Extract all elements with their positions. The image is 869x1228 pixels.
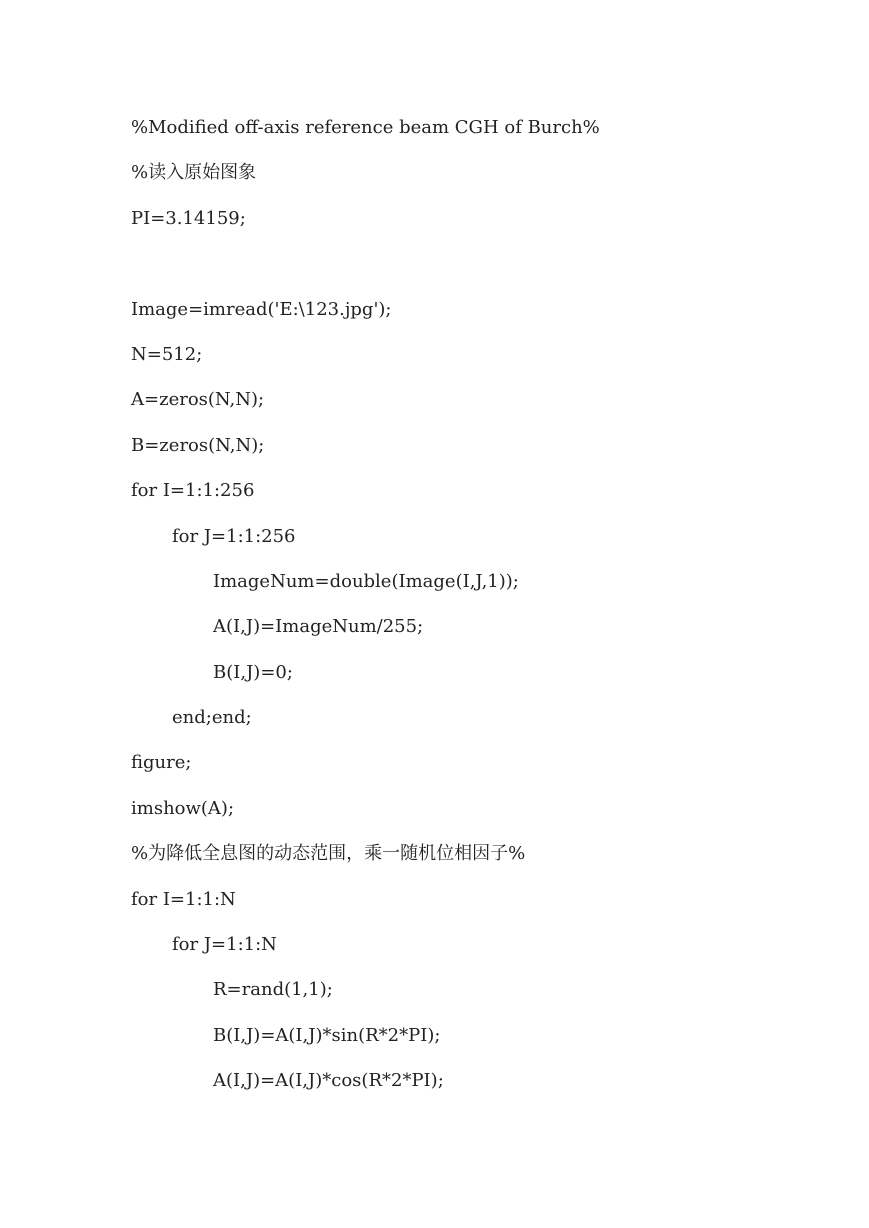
code-line: N=512; — [131, 343, 203, 365]
code-line: A(I,J)=ImageNum/255; — [213, 616, 424, 638]
code-line — [131, 248, 831, 293]
code-line: A=zeros(N,N); — [131, 389, 265, 411]
code-line: B(I,J)=0; — [213, 661, 293, 683]
code-line: for J=1:1:256 — [172, 525, 296, 547]
code-line: PI=3.14159; — [131, 207, 246, 229]
code-line: B=zeros(N,N); — [131, 434, 265, 456]
code-line: for I=1:1:256 — [131, 480, 255, 502]
code-line: end;end; — [172, 707, 252, 729]
code-line: %读入原始图象 — [131, 162, 257, 184]
code-line: R=rand(1,1); — [213, 979, 333, 1001]
code-line: figure; — [131, 752, 192, 774]
code-line: ImageNum=double(Image(I,J,1)); — [213, 570, 519, 592]
code-line: imshow(A); — [131, 797, 235, 819]
code-line: for J=1:1:N — [172, 934, 277, 956]
code-listing — [131, 112, 831, 1111]
code-line: Image=imread('E:\123.jpg'); — [131, 298, 392, 320]
code-line: for I=1:1:N — [131, 888, 236, 910]
code-line: %Modified off-axis reference beam CGH of Burch% — [131, 117, 600, 138]
code-line: B(I,J)=A(I,J)*sin(R*2*PI); — [213, 1024, 441, 1046]
code-line: A(I,J)=A(I,J)*cos(R*2*PI); — [213, 1070, 444, 1092]
code-line: %为降低全息图的动态范围，乘一随机位相因子% — [131, 843, 526, 865]
